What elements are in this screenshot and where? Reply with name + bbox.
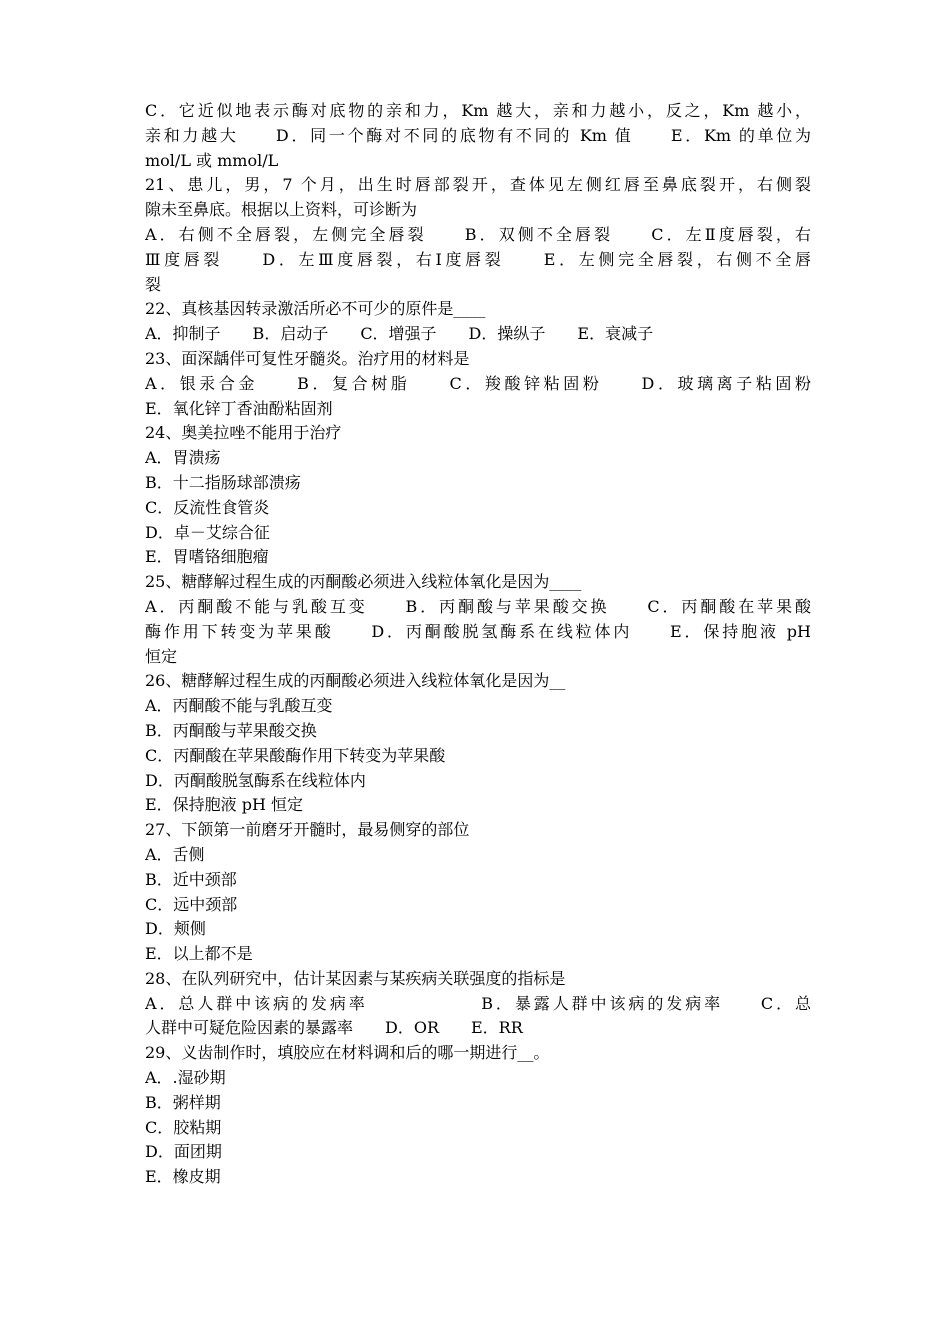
text-line: B．粥样期 <box>145 1092 221 1112</box>
text-line: B．近中颈部 <box>145 869 237 889</box>
text-line: A．右侧不全唇裂，左侧完全唇裂 B．双侧不全唇裂 C．左Ⅱ度唇裂，右 <box>145 224 811 244</box>
text-line: E．胃嗜铬细胞瘤 <box>145 547 269 567</box>
text-line: A．.湿砂期 <box>145 1068 226 1088</box>
text-line: 隙未至鼻底。根据以上资料，可诊断为 <box>145 200 418 220</box>
text-line: B．十二指肠球部溃疡 <box>145 472 301 492</box>
text-line: 裂 <box>145 274 162 294</box>
text-line: D．卓－艾综合征 <box>145 522 270 542</box>
text-line: A．抑制子 B．启动子 C．增强子 D．操纵子 E．衰减子 <box>145 324 654 344</box>
text-line: E．氧化锌丁香油酚粘固剂 <box>145 398 333 418</box>
text-line: C．反流性食管炎 <box>145 497 270 517</box>
text-line: 21、患儿，男，7 个月，出生时唇部裂开，查体见左侧红唇至鼻底裂开，右侧裂 <box>145 175 811 195</box>
document-body <box>145 99 811 1190</box>
text-line: 29、义齿制作时，填胶应在材料调和后的哪一期进行__。 <box>145 1043 550 1063</box>
text-line: 酶作用下转变为苹果酸 D．丙酮酸脱氢酶系在线粒体内 E．保持胞液 pH <box>145 621 811 641</box>
text-line: E．以上都不是 <box>145 944 253 964</box>
text-line: D．颊侧 <box>145 919 206 939</box>
text-line: C．胶粘期 <box>145 1117 222 1137</box>
text-line: 24、奥美拉唑不能用于治疗 <box>145 423 342 443</box>
text-line: A．舌侧 <box>145 844 205 864</box>
text-line: 26、糖酵解过程生成的丙酮酸必须进入线粒体氧化是因为__ <box>145 671 566 691</box>
text-line: A．胃溃疡 <box>145 448 221 468</box>
text-line: mol/L 或 mmol/L <box>145 150 279 170</box>
text-line: C．远中颈部 <box>145 894 238 914</box>
text-line: 27、下颌第一前磨牙开髓时，最易侧穿的部位 <box>145 820 470 840</box>
text-line: 亲和力越大 D．同一个酶对不同的底物有不同的 Km 值 E．Km 的单位为 <box>145 125 811 145</box>
text-line: D．丙酮酸脱氢酶系在线粒体内 <box>145 770 366 790</box>
text-line: A．丙酮酸不能与乳酸互变 B．丙酮酸与苹果酸交换 C．丙酮酸在苹果酸 <box>145 596 811 616</box>
text-line: 人群中可疑危险因素的暴露率 D．OR E．RR <box>145 1018 523 1038</box>
text-line: 恒定 <box>145 646 178 666</box>
text-line: 25、糖酵解过程生成的丙酮酸必须进入线粒体氧化是因为____ <box>145 572 582 592</box>
text-line: A．银汞合金 B．复合树脂 C．羧酸锌粘固粉 D．玻璃离子粘固粉 <box>145 373 811 393</box>
text-line: C．丙酮酸在苹果酸酶作用下转变为苹果酸 <box>145 745 446 765</box>
text-line: D．面团期 <box>145 1142 222 1162</box>
text-line: A．丙酮酸不能与乳酸互变 <box>145 696 333 716</box>
text-line: C．它近似地表示酶对底物的亲和力，Km 越大，亲和力越小，反之，Km 越小， <box>145 101 811 120</box>
text-line: E．保持胞液 pH 恒定 <box>145 795 304 815</box>
text-line: 23、面深龋伴可复性牙髓炎。治疗用的材料是 <box>145 348 470 368</box>
text-line: 22、真核基因转录激活所必不可少的原件是____ <box>145 299 486 319</box>
text-line: E．橡皮期 <box>145 1167 221 1187</box>
text-line: A．总人群中该病的发病率 B．暴露人群中该病的发病率 C．总 <box>145 993 811 1013</box>
text-line: Ⅲ度唇裂 D．左Ⅲ度唇裂，右Ⅰ度唇裂 E．左侧完全唇裂，右侧不全唇 <box>145 249 811 269</box>
text-line: B．丙酮酸与苹果酸交换 <box>145 720 317 740</box>
text-line: 28、在队列研究中，估计某因素与某疾病关联强度的指标是 <box>145 968 566 988</box>
